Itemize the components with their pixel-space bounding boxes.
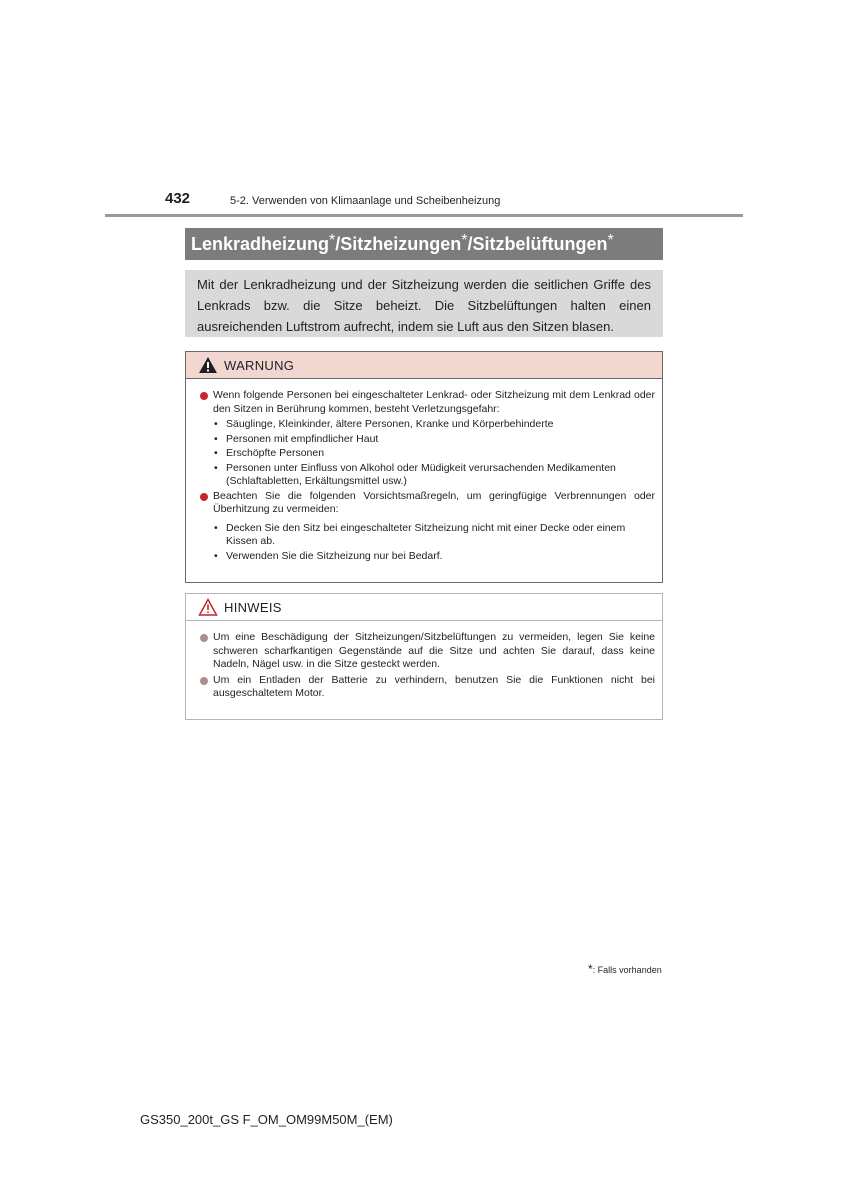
- asterisk-mark: *: [607, 232, 614, 249]
- intro-box: [185, 270, 663, 337]
- note-header: [186, 594, 662, 621]
- warning-body: [186, 379, 662, 563]
- asterisk-mark: *: [329, 232, 336, 249]
- warning-box: [185, 351, 663, 583]
- page-number: 432: [165, 190, 191, 207]
- warning-item-text: Beachten Sie die folgenden Vorsichtsmaßregeln, um geringfügige Verbrennungen oder Überhitzung zu vermeiden:: [213, 489, 655, 515]
- small-bullet-icon: •: [214, 549, 218, 562]
- asterisk-mark: *: [588, 962, 593, 976]
- note-heading: HINWEIS: [224, 599, 282, 615]
- list-item: [214, 550, 655, 564]
- section-title: [185, 228, 663, 260]
- list-item: [214, 433, 655, 447]
- small-bullet-icon: •: [214, 418, 218, 430]
- title-part-steering: Lenkradheizung: [191, 233, 330, 254]
- document-code: GS350_200t_GS F_OM_OM99M50M_(EM): [140, 1112, 393, 1127]
- list-item-text: Personen mit empfindlicher Haut: [226, 432, 379, 445]
- warning-heading: WARNUNG: [224, 357, 295, 373]
- note-item: [200, 631, 655, 672]
- note-item-text: Um eine Beschädigung der Sitzheizungen/Sitzbelüftungen zu vermeiden, legen Sie keine schweren scharfkantigen Gegenstände auf die Sitze und achten Sie darauf, dass keine Nadeln, Nägel usw. in die Sitze gesteckt werden.: [213, 631, 655, 670]
- list-item-text: Verwenden Sie die Sitzheizung nur bei Bedarf.: [226, 549, 443, 562]
- warning-header: [186, 352, 662, 379]
- title-part-ventilation: /Sitzbelüftungen: [467, 233, 608, 254]
- footnote-text: : Falls vorhanden: [592, 965, 662, 975]
- list-item: [214, 418, 655, 432]
- small-bullet-icon: •: [214, 432, 218, 445]
- note-item: [200, 674, 655, 701]
- warning-item-text: Wenn folgende Personen bei eingeschalteter Lenkrad- oder Sitzheizung mit dem Lenkrad oder den Sitzen in Berührung kommen, besteht Verletzungsgefahr:: [213, 389, 655, 415]
- caution-triangle-icon: [198, 598, 218, 616]
- bullet-icon: [200, 677, 208, 685]
- footnote: [588, 962, 662, 976]
- warning-item: [200, 490, 655, 517]
- bullet-icon: [200, 493, 208, 501]
- small-bullet-icon: •: [214, 521, 218, 534]
- warning-sublist: [200, 522, 655, 564]
- list-item: [214, 462, 655, 489]
- bullet-icon: [200, 634, 208, 642]
- list-item: [214, 522, 655, 549]
- list-item: [214, 447, 655, 461]
- small-bullet-icon: •: [214, 447, 218, 459]
- warning-triangle-icon: [198, 356, 218, 374]
- asterisk-mark: *: [461, 232, 468, 249]
- intro-text: Mit der Lenkradheizung und der Sitzheizung werden die seitlichen Griffe des Lenkrads bzw. die Sitze beheizt. Die Sitzbelüftungen halten einen ausreichenden Luftstrom aufrecht, indem sie Luft aus den Sitzen blasen.: [197, 277, 651, 334]
- title-part-heaters: /Sitzheizungen: [335, 233, 462, 254]
- list-item-text: Personen unter Einfluss von Alkohol oder Müdigkeit verursachenden Medikamenten (Schlaftabletten, Erkältungsmittel usw.): [226, 461, 616, 487]
- warning-sublist: [200, 418, 655, 489]
- note-item-text: Um ein Entladen der Batterie zu verhindern, benutzen Sie die Funktionen nicht bei ausgeschaltetem Motor.: [213, 673, 655, 699]
- warning-item: [200, 389, 655, 416]
- list-item-text: Decken Sie den Sitz bei eingeschalteter Sitzheizung nicht mit einer Decke oder einem Kissen ab.: [226, 521, 626, 547]
- header-rule: [105, 214, 743, 217]
- list-item-text: Säuglinge, Kleinkinder, ältere Personen, Kranke und Körperbehinderte: [226, 418, 554, 430]
- chapter-heading: 5-2. Verwenden von Klimaanlage und Scheibenheizung: [230, 195, 501, 207]
- small-bullet-icon: •: [214, 461, 218, 474]
- note-body: [186, 621, 662, 701]
- list-item-text: Erschöpfte Personen: [226, 447, 325, 459]
- note-box: [185, 593, 663, 720]
- bullet-icon: [200, 392, 208, 400]
